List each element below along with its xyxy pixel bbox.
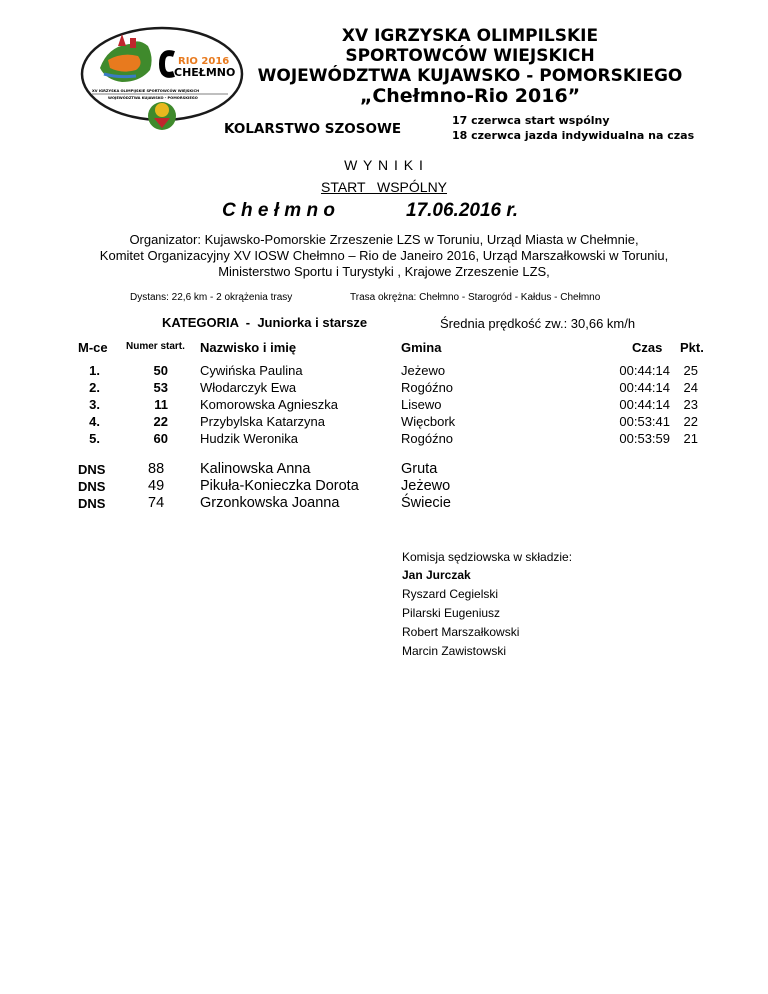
header-line1: XV IGRZYSKA OLIMPILSKIE [341, 26, 599, 46]
table-row-name: Przybylska Katarzyna [200, 414, 325, 429]
dns-row-name: Grzonkowska Joanna [200, 495, 340, 511]
logo-city: CHEŁMNO [174, 66, 236, 79]
jury-member: Pilarski Eugeniusz [402, 606, 501, 620]
table-row-name: Włodarczyk Ewa [200, 380, 297, 395]
col-header-commune: Gmina [401, 340, 442, 355]
table-row-commune: Jeżewo [401, 363, 446, 378]
col-header-time: Czas [632, 340, 663, 355]
table-row-commune: Rogóźno [401, 431, 454, 446]
table-row-name: Cywińska Paulina [200, 363, 303, 378]
date-line2: 18 czerwca jazda indywidualna na czas [452, 129, 695, 142]
header-line3: WOJEWÓDZTWA KUJAWSKO - POMORSKIEGO [257, 66, 683, 86]
logo-badge: RIO 2016 [178, 56, 230, 67]
dns-row-name: Kalinowska Anna [200, 461, 311, 477]
table-row-time: 00:44:14 [619, 397, 670, 412]
discipline-label: KOLARSTWO SZOSOWE [224, 121, 402, 137]
dns-row-commune: Gruta [401, 461, 438, 477]
logo-ring-text: XV IGRZYSKA OLIMPIJSKIE SPORTOWCÓW WIEJSKICH [92, 89, 200, 93]
jury-member: Robert Marszałkowski [402, 625, 520, 639]
category-label: KATEGORIA - Juniorka i starsze [162, 315, 368, 330]
jury-title: Komisja sędziowska w składzie: [402, 550, 573, 564]
table-row-number: 22 [153, 414, 168, 429]
event-logo [78, 24, 246, 136]
logo-ring-text2: WOJEWÓDZTWA KUJAWSKO - POMORSKIEGO [108, 96, 198, 100]
dns-row-commune: Jeżewo [401, 478, 451, 494]
col-header-name: Nazwisko i imię [200, 340, 297, 355]
table-row-time: 00:44:14 [619, 380, 670, 395]
table-row-place: 5. [89, 431, 100, 446]
route-info: Trasa okrężna: Chełmno - Starogród - Kałdus - Chełmno [350, 292, 601, 303]
dns-row-place: DNS [78, 496, 106, 511]
table-row-place: 4. [89, 414, 100, 429]
table-row-place: 3. [89, 397, 100, 412]
table-row-points: 21 [683, 431, 698, 446]
table-row-points: 22 [683, 414, 698, 429]
organizer-line1: Organizator: Kujawsko-Pomorskie Zrzeszenie LZS w Toruniu, Urząd Miasta w Chełmnie, [129, 232, 639, 247]
dns-row-name: Pikuła-Konieczka Dorota [200, 478, 359, 494]
event-date: 17.06.2016 r. [406, 200, 518, 221]
dns-row-place: DNS [78, 479, 106, 494]
header-line2: SPORTOWCÓW WIEJSKICH [345, 46, 595, 66]
table-row-name: Hudzik Weronika [200, 431, 299, 446]
dns-row-place: DNS [78, 462, 106, 477]
distance-info: Dystans: 22,6 km - 2 okrążenia trasy [130, 292, 293, 303]
table-row-place: 1. [89, 363, 100, 378]
results-subheading: START WSPÓLNY [320, 179, 448, 195]
table-row-commune: Lisewo [401, 397, 442, 412]
table-row-points: 23 [683, 397, 698, 412]
dns-row-number: 88 [148, 461, 165, 477]
col-header-number: Numer start. [126, 341, 185, 352]
organizer-line3: Ministerstwo Sportu i Turystyki , Krajowe Zrzeszenie LZS, [218, 264, 550, 279]
jury-chief: Jan Jurczak [402, 568, 471, 582]
table-row-number: 11 [154, 397, 168, 412]
dns-row-number: 49 [148, 478, 165, 494]
table-row-number: 50 [153, 363, 168, 378]
table-row-name: Komorowska Agnieszka [200, 397, 339, 412]
header-line4: „Chełmno-Rio 2016” [359, 85, 581, 107]
jury-member: Ryszard Cegielski [402, 587, 499, 601]
table-row-points: 24 [683, 380, 698, 395]
table-row-place: 2. [89, 380, 100, 395]
col-header-place: M-ce [78, 340, 108, 355]
results-heading: W Y N I K I [344, 157, 424, 173]
table-row-time: 00:53:41 [619, 414, 670, 429]
dns-row-commune: Świecie [401, 495, 451, 511]
table-row-time: 00:44:14 [619, 363, 670, 378]
date-line1: 17 czerwca start wspólny [452, 114, 610, 127]
logo-emblem-icon [78, 24, 246, 136]
table-row-commune: Rogóźno [401, 380, 454, 395]
event-place: C h e ł m n o [222, 200, 335, 221]
table-row-commune: Więcbork [401, 414, 456, 429]
dns-row-number: 74 [148, 495, 165, 511]
table-row-number: 60 [153, 431, 168, 446]
organizer-line2: Komitet Organizacyjny XV IOSW Chełmno – Rio de Janeiro 2016, Urząd Marszałkowski w Toruniu, [99, 248, 669, 263]
average-speed: Średnia prędkość zw.: 30,66 km/h [440, 316, 636, 331]
table-row-points: 25 [683, 363, 698, 378]
jury-member: Marcin Zawistowski [402, 644, 507, 658]
table-row-time: 00:53:59 [619, 431, 670, 446]
table-row-number: 53 [153, 380, 168, 395]
col-header-points: Pkt. [680, 340, 704, 355]
